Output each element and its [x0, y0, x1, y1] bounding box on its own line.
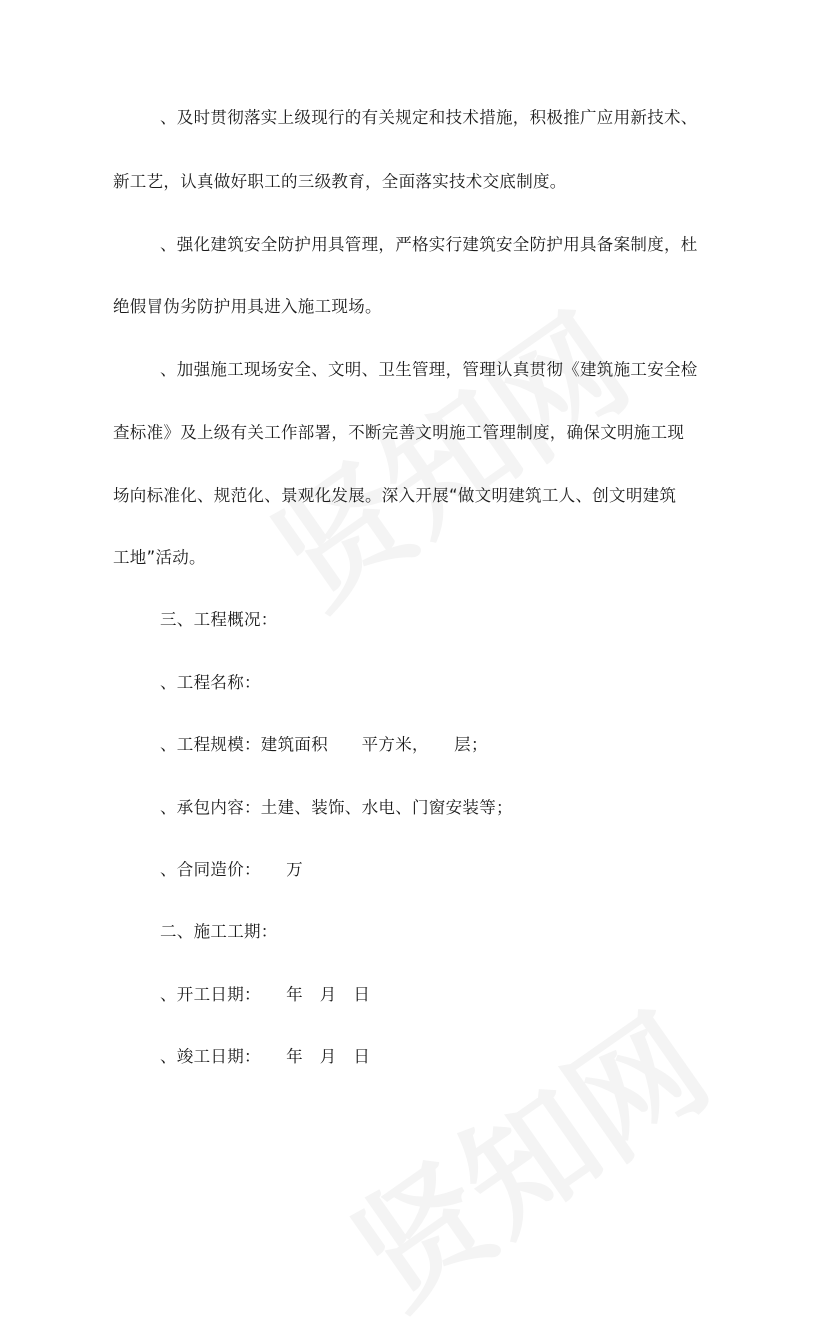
paragraph-line: 绝假冒伪劣防护用具进入施工现场。: [113, 297, 382, 316]
list-item: 、工程名称：: [160, 673, 261, 692]
section-heading: 二、施工工期：: [160, 922, 278, 941]
paragraph-line: 工地”活动。: [113, 548, 206, 567]
watermark-top: [232, 265, 659, 642]
paragraph-line: 、加强施工现场安全、文明、卫生管理，管理认真贯彻《建筑施工安全检: [160, 360, 698, 379]
paragraph-line: 场向标准化、规范化、景观化发展。深入开展“做文明建筑工人、创文明建筑: [113, 486, 677, 505]
list-item: 、承包内容：土建、装饰、水电、门窗安装等；: [160, 798, 513, 817]
list-item: 、开工日期： 年 月 日: [160, 985, 371, 1004]
paragraph-line: 、及时贯彻落实上级现行的有关规定和技术措施，积极推广应用新技术、: [160, 108, 698, 127]
paragraph-line: 新工艺，认真做好职工的三级教育，全面落实技术交底制度。: [113, 172, 567, 191]
list-item: 、工程规模：建筑面积 平方米， 层；: [160, 735, 488, 754]
list-item: 、竣工日期： 年 月 日: [160, 1047, 371, 1066]
watermark-bottom: [312, 965, 739, 1342]
list-item: 、合同造价： 万: [160, 860, 303, 879]
paragraph-line: 查标准》及上级有关工作部署，不断完善文明施工管理制度，确保文明施工现: [113, 423, 685, 442]
section-heading: 三、工程概况：: [160, 610, 278, 629]
paragraph-line: 、强化建筑安全防护用具管理，严格实行建筑安全防护用具备案制度，杜: [160, 235, 698, 254]
